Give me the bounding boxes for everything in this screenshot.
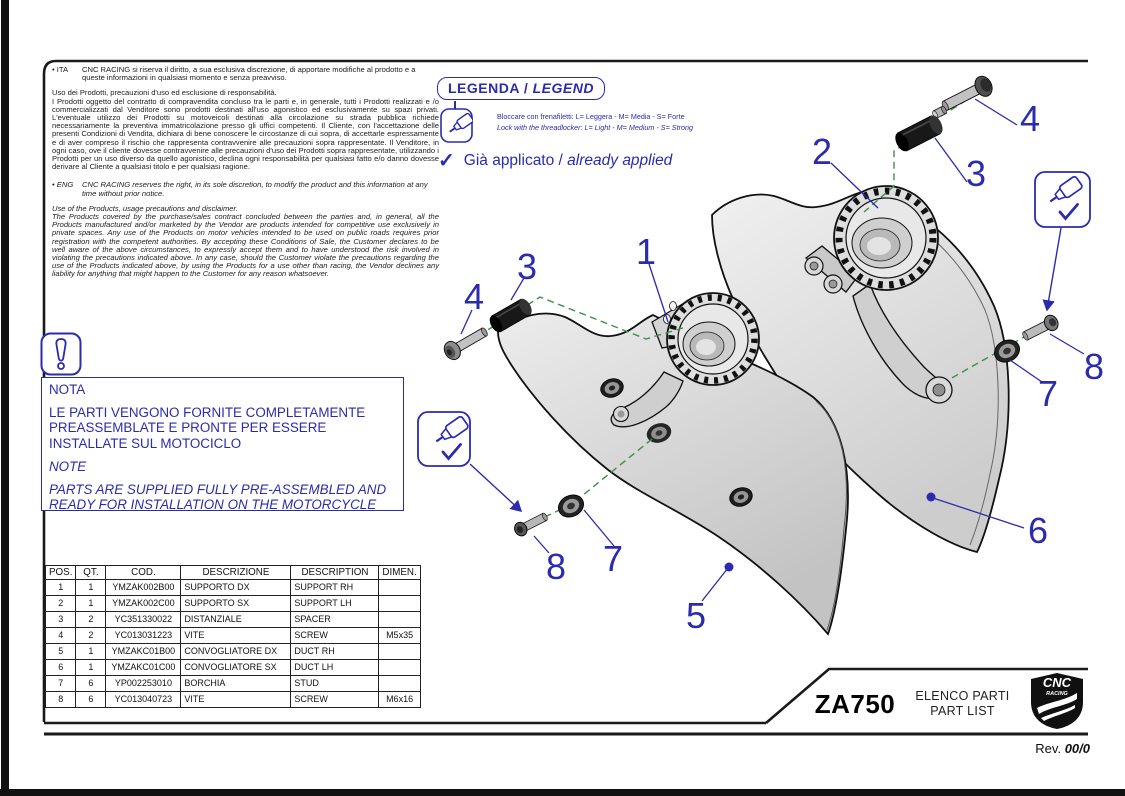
rev-label: Rev.: [1035, 741, 1062, 756]
legend-title-it: LEGENDA /: [448, 80, 529, 96]
cell-code: YMZAKC01B00: [106, 644, 181, 660]
cell-code: YMZAK002B00: [106, 580, 181, 596]
cell-dimen: [379, 612, 420, 628]
table-row: [46, 596, 421, 612]
sheet-title: [905, 689, 1020, 718]
page-edge-left: [1, 0, 9, 792]
stud-bottom-icon: [555, 491, 588, 522]
eng-block: [52, 181, 439, 278]
cell-dimen: [379, 644, 420, 660]
table-row: [46, 692, 421, 708]
legend-title: [437, 77, 605, 100]
callout-8-bottom: 8: [545, 546, 567, 587]
cell-descrizione: SUPPORTO SX: [181, 596, 291, 612]
sheet-title-it: ELENCO PARTI: [915, 689, 1010, 703]
cell-descrizione: DISTANZIALE: [181, 612, 291, 628]
cell-qty: 1: [76, 580, 106, 596]
table-header-row: [46, 566, 421, 580]
cell-description: SUPPORT LH: [291, 596, 379, 612]
cell-description: SCREW: [291, 692, 379, 708]
table-row: [46, 676, 421, 692]
callout-3-left: 3: [516, 246, 538, 287]
cell-code: YC351330022: [106, 612, 181, 628]
callout-8-right: 8: [1083, 346, 1105, 387]
note-body-en: PARTS ARE SUPPLIED FULLY PRE-ASSEMBLED AND READY FOR INSTALLATION ON THE MOTORCYCLE: [49, 482, 387, 513]
ita-bullet: • ITA: [52, 65, 69, 74]
logo-text-racing: RACING: [1046, 691, 1068, 697]
cell-dimen: [379, 580, 420, 596]
cell-pos: 1: [46, 580, 76, 596]
logo-text-cnc: CNC: [1042, 675, 1072, 690]
eng-disclaimer-body: The Products covered by the purchase/sales contract concluded between the parties and, in general, all the Products manufactured and/or marketed by the Vendor are products intended for competitive use exclusively in private spaces. Any use of the Products on motor vehicles intended to be used on public roads requires prior registration with the competent authorities. By accepting these Conditions of Sale, the Customer declares to be well aware of the above circumstances, to expressly accept them and to have understood the risk involved in violating the precautions indicated above. In any case, should the Customer violate the precautions regarding the use of the Products indicated above, by using the Products for a use other than racing, the Vendor declines any liability for anything that might happen to the Customer for any reason whatsoever.: [52, 212, 439, 279]
callout-3-top: 3: [965, 153, 987, 194]
table-row: [46, 660, 421, 676]
cell-dimen: [379, 660, 420, 676]
callout-2: 2: [811, 131, 833, 172]
screw-m6-bottom-icon: [512, 510, 550, 538]
table-row: [46, 644, 421, 660]
note-title-en: NOTE: [49, 458, 87, 474]
note-body-it: LE PARTI VENGONO FORNITE COMPLETAMENTE PREASSEMBLATE E PRONTE PER ESSERE INSTALLATE SUL MOTOCICLO: [49, 405, 366, 451]
cell-descrizione: SUPPORTO DX: [181, 580, 291, 596]
already-applied-text: [464, 152, 673, 170]
cell-pos: 8: [46, 692, 76, 708]
table-row: [46, 580, 421, 596]
eng-bullet: • ENG: [52, 180, 74, 190]
threadlocker-line-it: Bloccare con frenafiletti: L= Leggera - M= Media - S= Forte: [497, 112, 685, 121]
cell-pos: 6: [46, 660, 76, 676]
threadlocker-line-en: Lock with the threadlocker: L= Light - M= Medium - S= Strong: [497, 123, 693, 132]
col-description: DESCRIPTION: [291, 566, 379, 580]
glue-arrow: [1047, 228, 1061, 310]
cell-pos: 7: [46, 676, 76, 692]
callout-1: 1: [635, 231, 657, 272]
warning-icon: [40, 332, 82, 377]
cell-description: DUCT RH: [291, 644, 379, 660]
glue-arrow: [470, 464, 521, 511]
cell-code: YMZAKC01C00: [106, 660, 181, 676]
threadlocker-applied-box-left: [418, 412, 521, 511]
legend-title-en: LEGEND: [532, 80, 594, 96]
screw-m6-right-icon: [1020, 313, 1061, 344]
cell-pos: 5: [46, 644, 76, 660]
cnc-racing-logo: [1030, 672, 1084, 730]
eng-notice: [52, 181, 439, 197]
callout-7-bottom: 7: [602, 538, 624, 579]
callout-5: 5: [685, 595, 707, 636]
col-dimen: DIMEN.: [379, 566, 420, 580]
cell-qty: 6: [76, 676, 106, 692]
rev-value: 00/0: [1064, 741, 1090, 756]
disclaimer-block: [52, 66, 439, 281]
cell-description: SPACER: [291, 612, 379, 628]
cell-descrizione: VITE: [181, 628, 291, 644]
callout-dot-5: [725, 563, 734, 572]
cell-descrizione: BORCHIA: [181, 676, 291, 692]
table-row: [46, 628, 421, 644]
cell-qty: 6: [76, 692, 106, 708]
screw-m5-left-icon: [441, 323, 491, 363]
cell-code: YMZAK002C00: [106, 596, 181, 612]
exploded-view-diagram: [410, 55, 1125, 670]
cell-dimen: M5x35: [379, 628, 420, 644]
cell-code: YC013031223: [106, 628, 181, 644]
callout-dot-6: [927, 493, 936, 502]
cell-descrizione: CONVOGLIATORE SX: [181, 660, 291, 676]
already-applied-it: Già applicato /: [463, 152, 563, 169]
check-icon: ✓: [438, 150, 455, 172]
cell-qty: 2: [76, 612, 106, 628]
ita-disclaimer-title: Uso dei Prodotti, precauzioni d'uso ed esclusione di responsabilità.: [52, 88, 277, 98]
ita-disclaimer-body: I Prodotti oggetto del contratto di compravendita concluso tra le parti e, in generale, tutti i Prodotti realizzati e /o commercializzati dal Venditore sono prodotti destinati all'uso agonistico ed esclusivamente su spazi privati. L'eventuale utilizzo dei Prodotti su motoveicoli destinati alla circolazione su strada pubblica richiede necessariamente la preventiva immatricolazione presso gli uffici competenti. Il Cliente, con l'accettazione delle presenti Condizioni di Vendita, dichiara di bene conoscere le circostanze di cui sopra, di accettarle espressamente e di aver compreso il rischio che rappresenta contravvenire alle precauzioni sopra rappresentate. Il Venditore, in ogni caso, ove il cliente dovesse contravvenire alle precauzioni d'uso dei Prodotti sopra rappresentate, utilizzando i Prodotti per un uso diverso da quello agonistico, declina ogni responsabilità per qualsiasi fatto e/o danno dovesse derivare al Cliente a qualsiasi titolo e per qualsiasi ragione.: [52, 96, 439, 172]
col-descrizione: DESCRIZIONE: [181, 566, 291, 580]
cell-descrizione: VITE: [181, 692, 291, 708]
cell-qty: 1: [76, 644, 106, 660]
cell-description: DUCT LH: [291, 660, 379, 676]
col-qty: QT.: [76, 566, 106, 580]
table-row: [46, 612, 421, 628]
screw-m5-top-icon: [938, 73, 995, 116]
cell-description: SCREW: [291, 628, 379, 644]
already-applied-row: [438, 151, 672, 171]
legend-threadlocker-box: [440, 108, 473, 143]
parts-table: [45, 565, 421, 708]
page-edge-bottom: [0, 789, 1125, 796]
revision: [990, 741, 1090, 756]
cell-description: SUPPORT RH: [291, 580, 379, 596]
eng-disclaimer-title: Use of the Products, usage precautions and disclaimer.: [52, 203, 238, 213]
already-applied-en: already applied: [567, 152, 673, 169]
callout-7-right: 7: [1037, 373, 1059, 414]
cell-description: STUD: [291, 676, 379, 692]
cell-qty: 1: [76, 596, 106, 612]
cell-code: YC013040723: [106, 692, 181, 708]
callout-4-top: 4: [1019, 98, 1041, 139]
spacer-top-icon: [893, 113, 946, 153]
cell-dimen: [379, 596, 420, 612]
cell-pos: 4: [46, 628, 76, 644]
ita-notice: [52, 66, 439, 82]
cell-dimen: M6x16: [379, 692, 420, 708]
cell-dimen: [379, 676, 420, 692]
cell-qty: 2: [76, 628, 106, 644]
note-box: [41, 377, 404, 511]
cell-descrizione: CONVOGLIATORE DX: [181, 644, 291, 660]
eng-notice-text: CNC RACING reserves the right, in its sole discretion, to modify the product and this information at any time without prior notice.: [82, 180, 428, 198]
callout-6: 6: [1027, 510, 1049, 551]
legend-threadlocker-lines: [497, 111, 737, 133]
cell-pos: 3: [46, 612, 76, 628]
model-code: ZA750: [814, 689, 896, 719]
cell-qty: 1: [76, 660, 106, 676]
col-pos: POS.: [46, 566, 76, 580]
cell-pos: 2: [46, 596, 76, 612]
callout-4-left: 4: [463, 276, 485, 317]
note-title-it: NOTA: [49, 382, 86, 397]
col-code: COD.: [106, 566, 181, 580]
threadlocker-applied-box-right: [1035, 172, 1090, 310]
ita-notice-text: CNC RACING si riserva il diritto, a sua esclusiva discrezione, di apportare modifiche al prodotto e a queste informazioni in qualsiasi momento e senza preavviso.: [82, 65, 416, 83]
sheet-title-en: PART LIST: [930, 703, 995, 718]
cell-code: YP002253010: [106, 676, 181, 692]
